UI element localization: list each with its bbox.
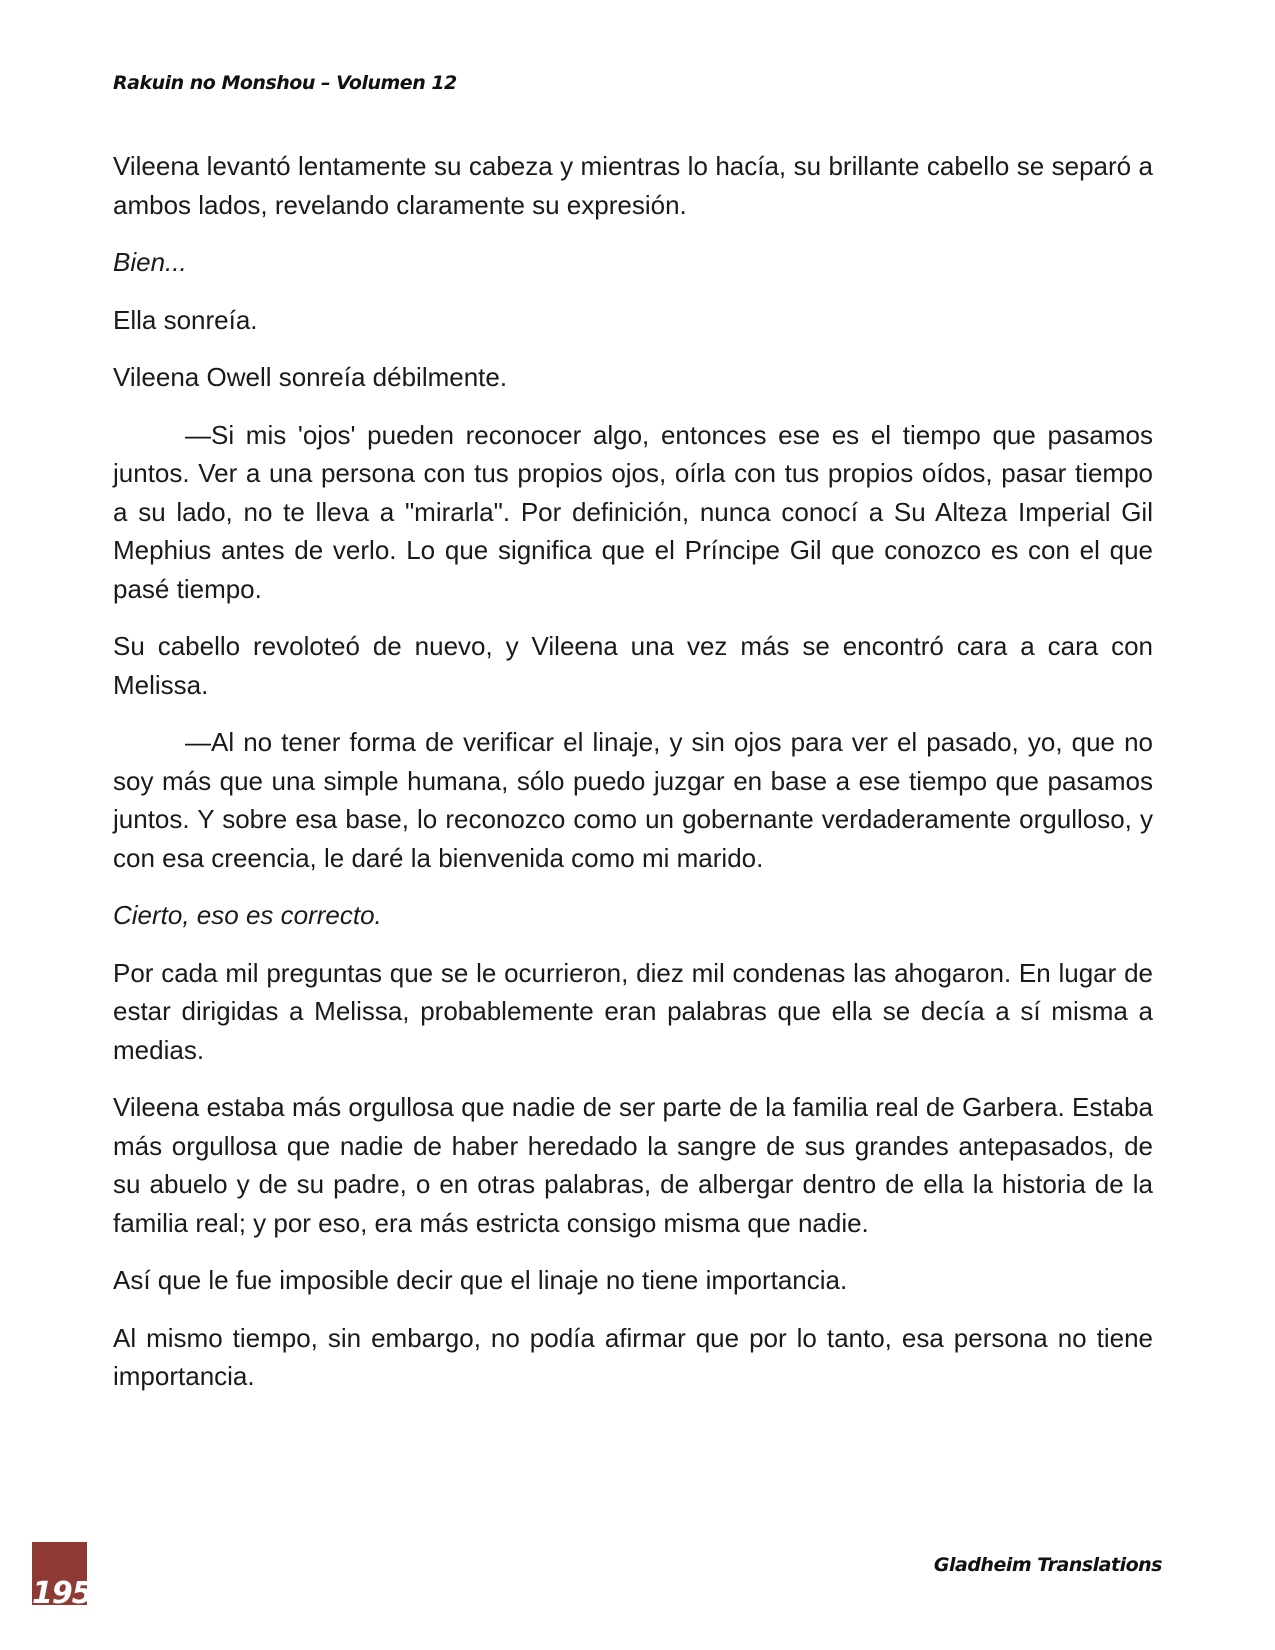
- page-number: 195: [32, 1576, 92, 1611]
- paragraph: Al mismo tiempo, sin embargo, no podía afirmar que por lo tanto, esa persona no tiene importancia.: [113, 1322, 1153, 1391]
- running-header: Rakuin no Monshou – Volumen 12: [113, 72, 457, 94]
- paragraph: Ella sonreía.: [113, 304, 258, 335]
- paragraph: Su cabello revoloteó de nuevo, y Vileena una vez más se encontró cara a cara con Melissa.: [113, 631, 1153, 700]
- paragraph: Vileena Owell sonreía débilmente.: [113, 362, 508, 392]
- paragraph: Así que le fue imposible decir que el linaje no tiene importancia.: [113, 1265, 848, 1295]
- paragraph: Vileena levantó lentamente su cabeza y mientras lo hacía, su brillante cabello se separó a ambos lados, revelando claramente su expresión.: [113, 151, 1153, 220]
- paragraph: Vileena estaba más orgullosa que nadie de ser parte de la familia real de Garbera. Estaba más orgullosa que nadie de haber heredado la sangre de sus grandes antepasados, de su abuelo y de su padre, o en otras palabras, de albergar dentro de ella la historia de la familia real; y por eso, era más estricta consigo misma que nadie.: [113, 1092, 1153, 1238]
- paragraph: Por cada mil preguntas que se le ocurrieron, diez mil condenas las ahogaron. En lugar de estar dirigidas a Melissa, probablemente eran palabras que ella se decía a sí misma a medias.: [113, 957, 1153, 1065]
- paragraph-thought: Bien...: [113, 247, 187, 277]
- paragraph-dialogue: —Si mis 'ojos' pueden reconocer algo, entonces ese es el tiempo que pasamos juntos. Ver a una persona con tus propios ojos, oírla con tus propios oídos, pasar tiempo a su lado, no te lleva a "mirarla". Por definición, nunca conocí a Su Alteza Imperial Gil Mephius antes de verlo. Lo que significa que el Príncipe Gil que conozco es con el que pasé tiempo.: [113, 419, 1153, 604]
- footer-credit: Gladheim Translations: [933, 1554, 1162, 1576]
- paragraph-thought: Cierto, eso es correcto.: [113, 900, 382, 930]
- paragraph-dialogue: —Al no tener forma de verificar el linaje, y sin ojos para ver el pasado, yo, que no soy más que una simple humana, sólo puedo juzgar en base a ese tiempo que pasamos juntos. Y sobre esa base, lo reconozco como un gobernante verdaderamente orgulloso, y con esa creencia, le daré la bienvenida como mi marido.: [113, 727, 1153, 873]
- page-body: [113, 147, 1153, 1415]
